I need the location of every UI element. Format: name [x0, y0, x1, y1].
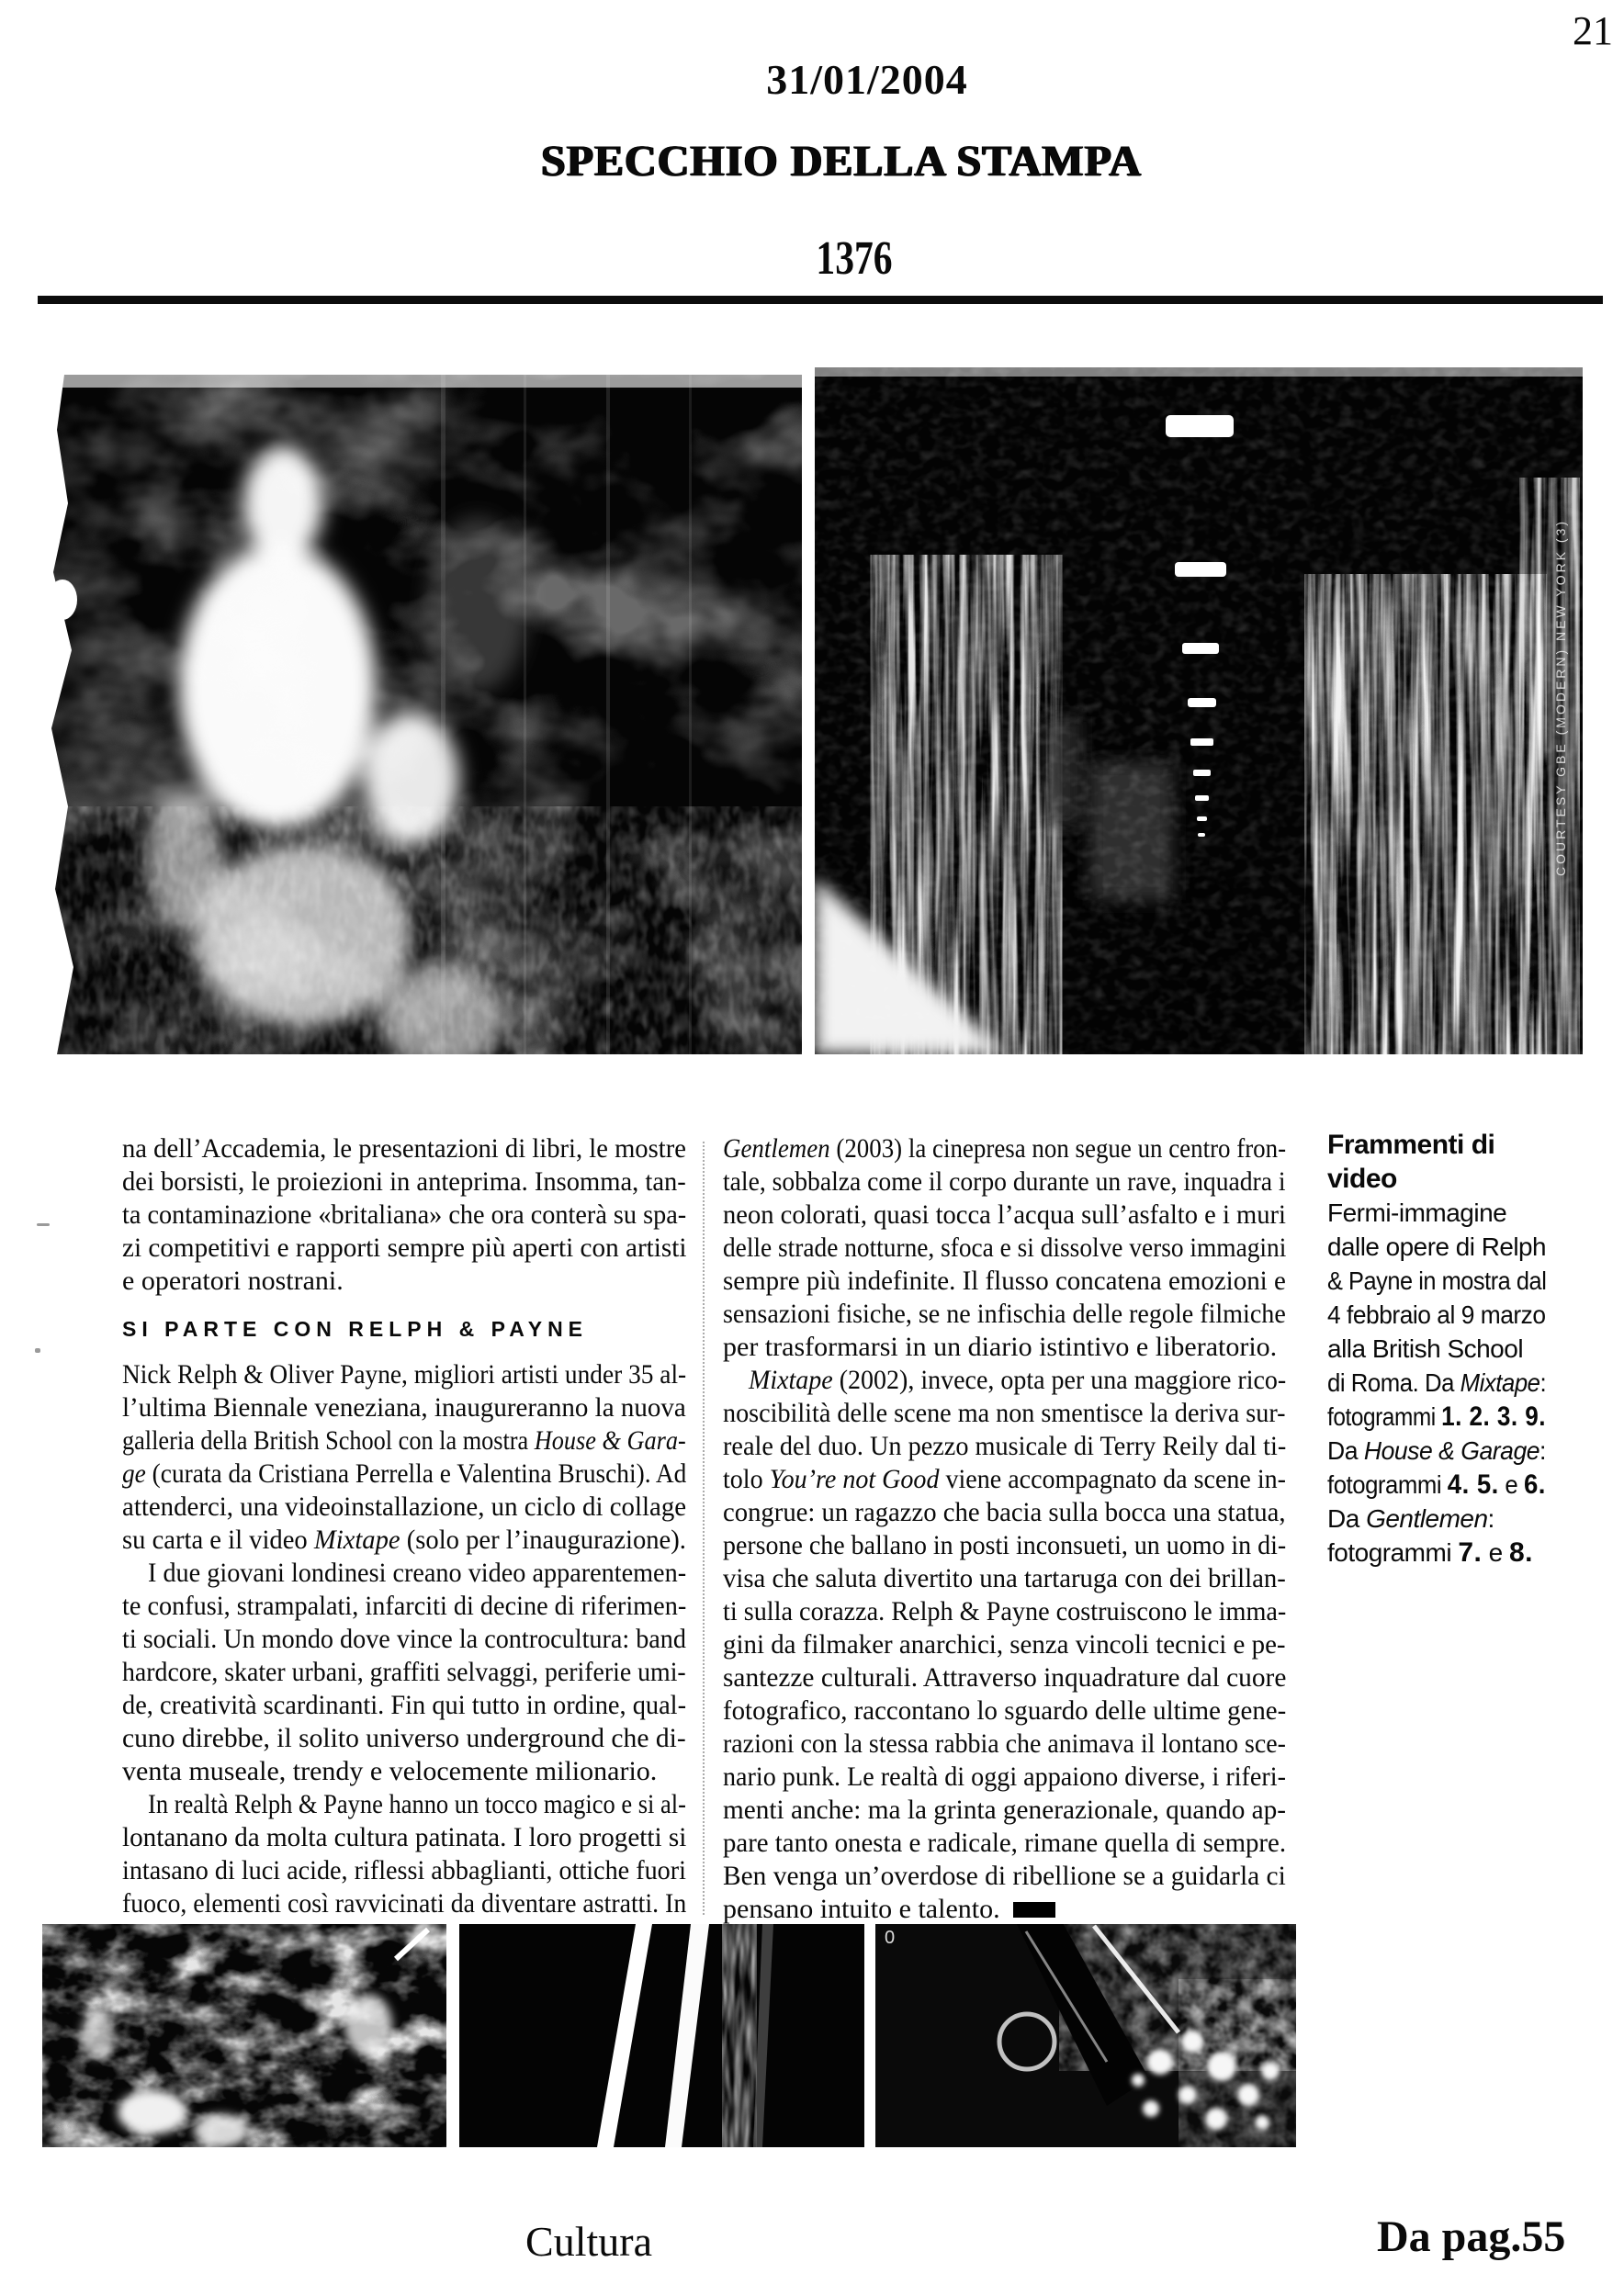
text-line: su carta e il video Mixtape (solo per l’inaugurazione).	[122, 1525, 686, 1555]
text-line: fotografico, raccontano lo sguardo delle ultime gene-	[723, 1695, 1287, 1726]
caption-line: alla British School	[1327, 1334, 1524, 1363]
clipping-date: 31/01/2004	[766, 56, 968, 103]
text-line: zi competitivi e rapporti sempre più aperti con artisti	[122, 1232, 687, 1263]
text-line: sensazioni fisiche, se ne infischia delle regole filmiche	[723, 1299, 1286, 1329]
text-line: Mixtape (2002), invece, opta per una maggiore rico-	[749, 1365, 1287, 1395]
text-line: sempre più indefinite. Il flusso concatena emozioni e	[723, 1266, 1286, 1296]
text-line: delle strade notturne, sfoca e si dissolve verso immagini	[723, 1232, 1287, 1263]
text-line: cuno direbbe, il solito universo underground che di-	[122, 1723, 686, 1753]
text-line: Nick Relph & Oliver Payne, migliori artisti under 35 al-	[122, 1359, 687, 1390]
page-number: 21	[1573, 8, 1613, 53]
photo-bottom-1-foliage	[42, 1924, 446, 2147]
text-line: e operatori nostrani.	[122, 1266, 344, 1296]
text-line: nario punk. Le realtà di oggi appaiono diverse, i riferi-	[723, 1761, 1286, 1792]
issue-number: 1376	[816, 232, 893, 285]
text-line: Ben venga un’overdose di ribellione se a guidarla ci	[723, 1861, 1286, 1891]
text-line: dei borsisti, le proiezioni in anteprima. Insomma, tan-	[122, 1166, 686, 1197]
text-line: ti sulla corazza. Relph & Payne costruiscono le imma-	[723, 1596, 1287, 1626]
text-line: na dell’Accademia, le presentazioni di libri, le mostre	[122, 1133, 686, 1164]
text-line: de, creatività scardinanti. Fin qui tutto in ordine, qual-	[122, 1690, 687, 1720]
caption-line: Da House & Garage:	[1327, 1436, 1546, 1465]
section-heading: SI PARTE CON RELPH & PAYNE	[122, 1317, 589, 1341]
text-line: reale del duo. Un pezzo musicale di Terry Reily dal ti-	[723, 1431, 1287, 1461]
caption-line: Da Gentlemen:	[1327, 1504, 1494, 1533]
text-line: tolo You’re not Good viene accompagnato da scene in-	[723, 1464, 1287, 1494]
text-line: razioni con la stessa rabbia che animava il lontano sce-	[723, 1728, 1286, 1759]
scan-artifact	[35, 1348, 40, 1353]
footer-source-page: Da pag.55	[1377, 2212, 1566, 2261]
text-line: Gentlemen (2003) la cinepresa non segue un centro fron-	[723, 1133, 1287, 1164]
text-line: ta contaminazione «britaliana» che ora conterà su spa-	[122, 1199, 687, 1230]
text-line: In realtà Relph & Payne hanno un tocco magico e si al-	[148, 1789, 686, 1819]
caption-line: di Roma. Da Mixtape:	[1327, 1368, 1547, 1397]
photo-bottom-2-light-stripes	[459, 1924, 864, 2147]
text-line: galleria della British School con la mostra House & Gara-	[122, 1425, 686, 1456]
text-line: tale, sobbalza come il corpo durante un rave, inquadra i	[723, 1166, 1286, 1197]
text-line: fuoco, elementi così ravvicinati da diventare astratti. In	[122, 1888, 687, 1919]
photo-top-right-corridor-still	[815, 367, 1583, 1054]
scan-artifact	[37, 1223, 50, 1226]
caption-line: & Payne in mostra dal	[1327, 1266, 1547, 1295]
masthead-title: SPECCHIO DELLA STAMPA	[541, 137, 1142, 186]
caption-line: 4 febbraio al 9 marzo	[1327, 1300, 1546, 1329]
article-column-right	[723, 1132, 1286, 1926]
caption-line: fotogrammi 4. 5. e 6.	[1327, 1469, 1546, 1500]
caption-line: fotogrammi 1. 2. 3. 9.	[1327, 1401, 1546, 1432]
text-line: te confusi, strampalati, infarciti di decine di riferimen-	[122, 1591, 687, 1621]
text-line: pare tanto onesta e radicale, rimane quella di sempre.	[723, 1828, 1287, 1858]
caption-title: Frammenti di video	[1327, 1130, 1495, 1194]
text-line: I due giovani londinesi creano video apparentemen-	[148, 1558, 687, 1588]
header-rule	[38, 296, 1603, 304]
footer-section-label: Cultura	[525, 2218, 652, 2265]
text-line: persone che ballano in posti inconsueti, un uomo in di-	[723, 1530, 1287, 1560]
photo-credit-vertical: COURTESY GBE (MODERN) NEW YORK (3)	[1553, 518, 1568, 876]
text-line: menti anche: ma la grinta generazionale, quando ap-	[723, 1795, 1287, 1825]
caption-line: dalle opere di Relph	[1327, 1232, 1547, 1261]
text-line: congrue: un ragazzo che bacia sulla bocca una statua,	[723, 1497, 1286, 1527]
photo-caption-sidebar	[1327, 1128, 1546, 1570]
text-line: per trasformarsi in un diario istintivo e liberatorio.	[723, 1332, 1278, 1362]
text-line: pensano intuito e talento.	[723, 1893, 1286, 1926]
text-line: santezze culturali. Attraverso inquadrature dal cuore	[723, 1662, 1287, 1693]
text-line: lontanano da molta cultura patinata. I loro progetti si	[122, 1822, 687, 1852]
photo-top-left-video-still	[46, 375, 802, 1054]
text-line: attenderci, una videoinstallazione, un ciclo di collage	[122, 1491, 687, 1522]
text-line: ge (curata da Cristiana Perrella e Valentina Bruschi). Ad	[122, 1458, 687, 1489]
frame-number-mark: 0	[885, 1928, 896, 1948]
text-line: hardcore, skater urbani, graffiti selvaggi, periferie umi-	[122, 1657, 686, 1687]
text-line: l’ultima Biennale veneziana, inaugureranno la nuova	[122, 1392, 686, 1423]
text-line: gini da filmaker anarchici, senza vincoli tecnici e pe-	[723, 1629, 1286, 1660]
column-divider-rule	[703, 1142, 705, 1915]
photo-bottom-3-bottle-bubbles	[875, 1924, 1296, 2147]
text-line: intasano di luci acide, riflessi abbaglianti, ottiche fuori	[122, 1855, 686, 1885]
text-line: ti sociali. Un mondo dove vince la controcultura: band	[122, 1624, 686, 1654]
text-line: visa che saluta divertito una tartaruga con dei brillan-	[723, 1563, 1286, 1593]
text-line: noscibilità delle scene ma non smentisce la deriva sur-	[723, 1398, 1286, 1428]
text-line: venta museale, trendy e velocemente milionario.	[122, 1756, 658, 1786]
caption-line: fotogrammi 7. e 8.	[1327, 1537, 1534, 1568]
caption-lines	[1327, 1196, 1546, 1570]
article-column-left	[122, 1132, 686, 1920]
text-line: neon colorati, quasi tocca l’acqua sull’asfalto e i muri	[723, 1199, 1286, 1230]
caption-line: Fermi-immagine	[1327, 1199, 1507, 1227]
end-of-article-mark	[1013, 1902, 1055, 1918]
